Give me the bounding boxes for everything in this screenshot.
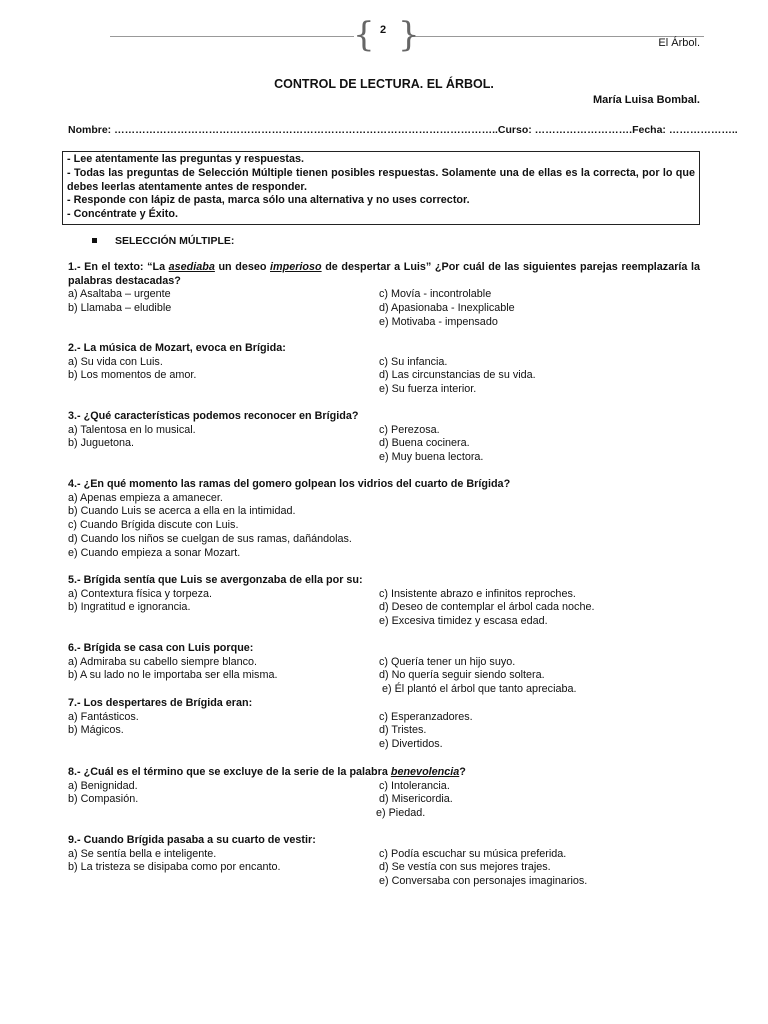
section-heading <box>92 235 234 247</box>
stem-text: de despertar a Luis” ¿Por cuál de las siguientes parejas reemplazaría la palabras destacadas? <box>68 261 700 287</box>
answer-option: b) La tristeza se disipaba como por encanto. <box>68 861 281 874</box>
answer-option <box>68 615 379 629</box>
answer-option: d) Deseo de contemplar el árbol cada noche. <box>379 601 595 614</box>
highlighted-word: asediaba <box>168 261 215 273</box>
page-number: 2 <box>379 24 387 36</box>
question-3-stem: 3.- ¿Qué características podemos reconocer en Brígida? <box>68 410 359 422</box>
question-5-stem: 5.- Brígida sentía que Luis se avergonzaba de ella por su: <box>68 574 363 586</box>
answer-option: d) Apasionaba - Inexplicable <box>379 302 515 315</box>
question-2-options <box>68 356 700 397</box>
answer-option: e) Muy buena lectora. <box>379 451 484 464</box>
answer-option: a) Se sentía bella e inteligente. <box>68 847 217 860</box>
answer-option: a) Su vida con Luis. <box>68 355 163 368</box>
answer-option: e) Conversaba con personajes imaginarios. <box>379 875 588 888</box>
question-7-options <box>68 711 700 752</box>
answer-option: c) Esperanzadores. <box>379 710 473 723</box>
question-4-stem: 4.- ¿En qué momento las ramas del gomero golpean los vidrios del cuarto de Brígida? <box>68 478 511 490</box>
answer-option: d) Cuando los niños se cuelgan de sus ramas, dañándolas. <box>68 532 352 545</box>
question-3 <box>68 410 700 465</box>
answer-option: d) No quería seguir siendo soltera. <box>379 669 545 682</box>
stem-text: 8.- ¿Cuál es el término que se excluye de la serie de la palabra <box>68 766 391 778</box>
question-9-options <box>68 848 700 889</box>
running-title: El Árbol. <box>658 37 700 49</box>
answer-option: b) Cuando Luis se acerca a ella en la intimidad. <box>68 505 296 518</box>
question-4 <box>68 478 700 560</box>
answer-option: e) Él plantó el árbol que tanto apreciaba. <box>379 683 577 696</box>
answer-option: b) Mágicos. <box>68 724 124 737</box>
question-6-stem: 6.- Brígida se casa con Luis porque: <box>68 642 254 654</box>
answer-option: d) Misericordia. <box>379 793 453 806</box>
answer-option: e) Motivaba - impensado <box>379 315 498 328</box>
section-title: SELECCIÓN MÚLTIPLE: <box>115 235 235 247</box>
instruction-item: - Todas las preguntas de Selección Múltiple tienen posibles respuestas. Solamente una de ellas es la correcta, por lo que debes leerlas atentamente antes de responder. <box>67 166 695 193</box>
square-bullet-icon <box>92 238 97 243</box>
question-8-stem <box>68 766 700 780</box>
question-7 <box>68 697 700 752</box>
answer-option: c) Cuando Brígida discute con Luis. <box>68 519 239 532</box>
question-6 <box>68 642 700 697</box>
answer-option: c) Podía escuchar su música preferida. <box>379 847 567 860</box>
answer-option: b) Los momentos de amor. <box>68 369 197 382</box>
answer-option: c) Su infancia. <box>379 355 448 368</box>
answer-option <box>68 738 379 752</box>
page-number-left-brace: { <box>353 15 375 55</box>
answer-option: b) Ingratitud e ignorancia. <box>68 601 191 614</box>
header-rule-left <box>110 36 354 37</box>
answer-option: c) Intolerancia. <box>379 779 450 792</box>
answer-option: e) Piedad. <box>376 807 426 820</box>
answer-option: c) Quería tener un hijo suyo. <box>379 655 516 668</box>
instructions-box <box>62 151 700 225</box>
highlighted-word: benevolencia <box>390 766 460 778</box>
answer-option <box>68 451 379 465</box>
answer-option: a) Apenas empieza a amanecer. <box>68 491 223 504</box>
answer-option: d) Las circunstancias de su vida. <box>379 369 536 382</box>
answer-option: a) Admiraba su cabello siempre blanco. <box>68 655 258 668</box>
answer-option: b) A su lado no le importaba ser ella misma. <box>68 669 278 682</box>
question-9 <box>68 834 700 889</box>
question-8 <box>68 766 700 821</box>
answer-option: e) Cuando empieza a sonar Mozart. <box>68 546 241 559</box>
question-1-stem <box>68 261 700 288</box>
answer-option: d) Buena cocinera. <box>379 437 470 450</box>
question-2-stem: 2.- La música de Mozart, evoca en Brígida: <box>68 342 286 354</box>
answer-option <box>68 316 379 330</box>
question-1-options <box>68 288 700 329</box>
answer-option: e) Excesiva timidez y escasa edad. <box>379 615 548 628</box>
answer-option: b) Compasión. <box>68 793 139 806</box>
document-title: CONTROL DE LECTURA. EL ÁRBOL. <box>274 77 494 91</box>
student-info-line: Nombre: ………………………………………………………………………………………………..Curso: ……………………….Fecha: ……………….. <box>68 124 738 136</box>
answer-option: b) Juguetona. <box>68 437 135 450</box>
author-name: María Luisa Bombal. <box>593 94 700 106</box>
answer-option: a) Fantásticos. <box>68 710 139 723</box>
question-8-options <box>68 780 700 821</box>
answer-option <box>68 875 379 889</box>
answer-option: e) Su fuerza interior. <box>379 383 477 396</box>
answer-option: c) Insistente abrazo e infinitos reproches. <box>379 587 576 600</box>
question-5-options <box>68 588 700 629</box>
question-2 <box>68 342 700 397</box>
question-7-stem: 7.- Los despertares de Brígida eran: <box>68 697 253 709</box>
stem-text: ? <box>459 766 466 778</box>
answer-option: a) Talentosa en lo musical. <box>68 423 196 436</box>
answer-option: a) Benignidad. <box>68 779 138 792</box>
answer-option: b) Llamaba – eludible <box>68 302 172 315</box>
answer-option: a) Contextura física y torpeza. <box>68 587 213 600</box>
question-5 <box>68 574 700 629</box>
question-6-options <box>68 656 700 697</box>
page-number-right-brace: } <box>398 15 420 55</box>
answer-option <box>68 683 379 697</box>
instruction-item: - Concéntrate y Éxito. <box>67 208 178 221</box>
answer-option: c) Movía - incontrolable <box>379 288 492 301</box>
answer-option <box>68 807 379 821</box>
stem-text: 1.- En el texto: “La <box>68 261 169 273</box>
instruction-item: - Responde con lápiz de pasta, marca sólo una alternativa y no uses corrector. <box>67 194 470 207</box>
answer-option: a) Asaltaba – urgente <box>68 288 171 301</box>
highlighted-word: imperioso <box>270 261 322 273</box>
answer-option: e) Divertidos. <box>379 738 443 751</box>
answer-option: c) Perezosa. <box>379 423 440 436</box>
answer-option: d) Tristes. <box>379 724 427 737</box>
question-9-stem: 9.- Cuando Brígida pasaba a su cuarto de vestir: <box>68 834 316 846</box>
question-3-options <box>68 424 700 465</box>
answer-option: d) Se vestía con sus mejores trajes. <box>379 861 551 874</box>
question-1 <box>68 261 700 330</box>
answer-option <box>68 383 379 397</box>
instruction-item: - Lee atentamente las preguntas y respuestas. <box>67 153 305 165</box>
stem-text: un deseo <box>214 261 271 273</box>
